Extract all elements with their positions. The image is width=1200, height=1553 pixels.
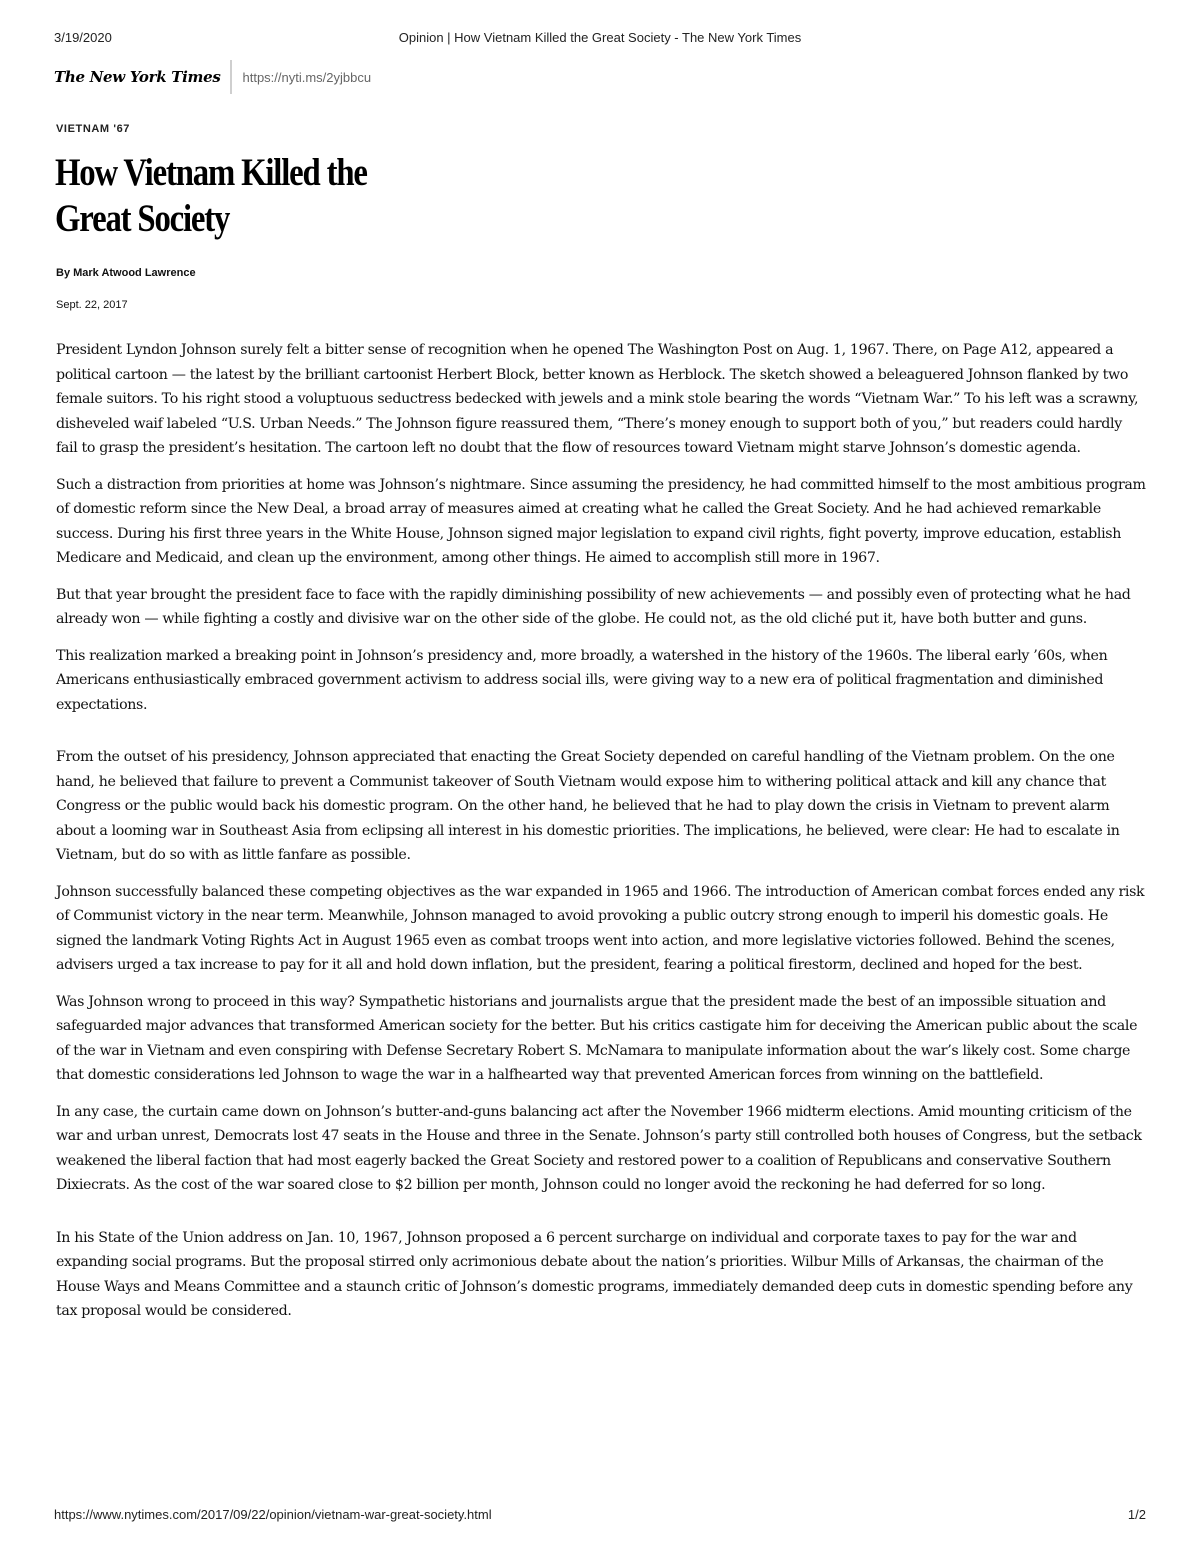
article-paragraph: In his State of the Union address on Jan. 10, 1967, Johnson proposed a 6 percent surcharge on individual and corporate taxes to pay for the war and expanding social programs. But the proposal stirred only acrimonious debate about the nation’s priorities. Wilbur Mills of Arkansas, the chairman of the House Ways and Means Committee and a staunch critic of Johnson’s domestic programs, immediately demanded deep cuts in domestic spending before any tax proposal would be considered. [56,1229,1133,1319]
print-date: 3/19/2020 [54,30,112,45]
masthead [54,60,371,94]
article-paragraph: Johnson successfully balanced these competing objectives as the war expanded in 1965 and 1966. The introduction of American combat forces ended any risk of Communist victory in the near term. Meanwhile, Johnson managed to avoid provoking a public outcry strong enough to imperil his domestic goals. He signed the landmark Voting Rights Act in August 1965 even as combat troops went into action, and more legislative victories followed. Behind the scenes, advisers urged a tax increase to pay for it all and hold down inflation, but the president, fearing a political firestorm, declined and hoped for the best. [56,883,1145,973]
print-page-title: Opinion | How Vietnam Killed the Great Society - The New York Times [398,30,802,45]
article-paragraph: This realization marked a breaking point in Johnson’s presidency and, more broadly, a watershed in the history of the 1960s. The liberal early ’60s, when Americans enthusiastically embraced government activism to address social ills, were giving way to a new era of political fragmentation and diminished expectations. [56,647,1108,713]
nyt-logo[interactable]: The New York Times [54,68,221,86]
article-paragraph: President Lyndon Johnson surely felt a bitter sense of recognition when he opened The Washington Post on Aug. 1, 1967. There, on Page A12, appeared a political cartoon — the latest by the brilliant cartoonist Herbert Block, better known as Herblock. The sketch showed a beleaguered Johnson flanked by two female suitors. To his right stood a voluptuous seductress bedecked with jewels and a mink stole bearing the words “Vietnam War.” To his left was a scrawny, disheveled waif labeled “U.S. Urban Needs.” The Johnson figure reassured them, “There’s money enough to support both of you,” but readers could hardly fail to grasp the president’s hesitation. The cartoon left no doubt that the flow of resources toward Vietnam might starve Johnson’s domestic agenda. [56,342,1139,456]
article-paragraph: But that year brought the president face to face with the rapidly diminishing possibility of new achievements — and possibly even of protecting what he had already won — while fighting a costly and divisive war on the other side of the globe. He could not, as the old cliché put it, have both butter and guns. [56,586,1131,627]
print-footer [54,1507,1146,1527]
article-headline: How Vietnam Killed the Great Society [55,151,367,240]
masthead-divider [230,60,232,94]
article-paragraph: Was Johnson wrong to proceed in this way? Sympathetic historians and journalists argue that the president made the best of an impossible situation and safeguarded major advances that transformed American society for the better. But his critics castigate him for deceiving the American public about the scale of the war in Vietnam and even conspiring with Defense Secretary Robert S. McNamara to manipulate information about the war’s likely cost. Some charge that domestic considerations led Johnson to wage the war in a halfhearted way that prevented American forces from winning on the battlefield. [56,993,1138,1083]
article-body [56,338,1146,1336]
article-paragraph: In any case, the curtain came down on Johnson’s butter-and-guns balancing act after the November 1966 midterm elections. Amid mounting criticism of the war and urban unrest, Democrats lost 47 seats in the House and three in the Senate. Johnson’s party still controlled both houses of Congress, but the setback weakened the liberal faction that had most eagerly backed the Great Society and restored power to a coalition of Republicans and conservative Southern Dixiecrats. As the cost of the war soared close to $2 billion per month, Johnson could no longer avoid the reckoning he had deferred for so long. [56,1103,1142,1193]
article-byline: By Mark Atwood Lawrence [56,267,196,279]
article-date: Sept. 22, 2017 [56,299,128,311]
article-paragraph: Such a distraction from priorities at home was Johnson’s nightmare. Since assuming the presidency, he had committed himself to the most ambitious program of domestic reform since the New Deal, a broad array of measures aimed at creating what he called the Great Society. And he had achieved remarkable success. During his first three years in the White House, Johnson signed major legislation to expand civil rights, fight poverty, improve education, establish Medicare and Medicaid, and clean up the environment, among other things. He aimed to accomplish still more in 1967. [56,476,1146,566]
print-url: https://www.nytimes.com/2017/09/22/opinion/vietnam-war-great-society.html [54,1507,492,1522]
print-header [54,30,1146,50]
article-paragraph: From the outset of his presidency, Johnson appreciated that enacting the Great Society depended on careful handling of the Vietnam problem. On the one hand, he believed that failure to prevent a Communist takeover of South Vietnam would expose him to withering political attack and kill any chance that Congress or the public would back his domestic program. On the other hand, he believed that he had to play down the crisis in Vietnam to prevent alarm about a looming war in Southeast Asia from eclipsing all interest in his domestic priorities. The implications, he believed, were clear: He had to escalate in Vietnam, but do so with as little fanfare as possible. [56,749,1120,863]
page-number: 1/2 [1127,1507,1146,1522]
short-url-link[interactable]: https://nyti.ms/2yjbbcu [242,69,372,85]
section-kicker[interactable]: VIETNAM '67 [56,123,131,135]
